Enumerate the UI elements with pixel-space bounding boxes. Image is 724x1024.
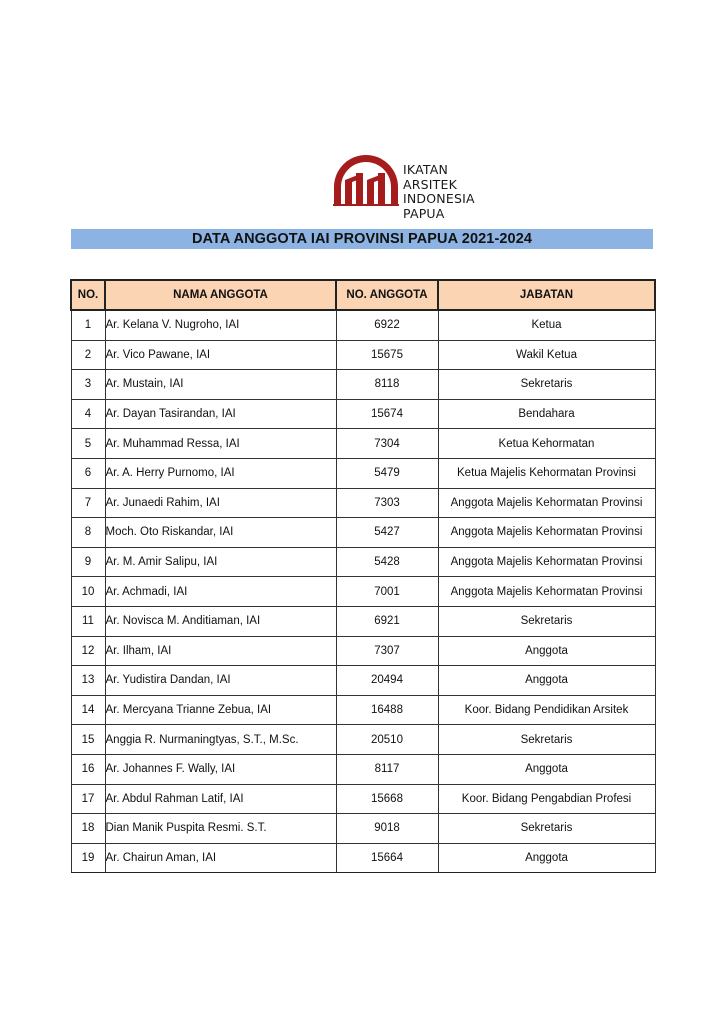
cell-no: 17: [71, 784, 105, 814]
cell-name: Ar. M. Amir Salipu, IAI: [105, 547, 336, 577]
logo-wordmark: [403, 163, 475, 221]
cell-no: 15: [71, 725, 105, 755]
table-row: [71, 340, 655, 370]
cell-member-number: 5427: [336, 518, 438, 548]
logo-line-3: INDONESIA: [403, 191, 475, 206]
cell-position: Ketua: [438, 310, 655, 340]
cell-member-number: 9018: [336, 814, 438, 844]
cell-no: 19: [71, 843, 105, 873]
cell-member-number: 7303: [336, 488, 438, 518]
cell-member-number: 16488: [336, 695, 438, 725]
cell-name: Dian Manik Puspita Resmi. S.T.: [105, 814, 336, 844]
table-row: [71, 754, 655, 784]
cell-no: 18: [71, 814, 105, 844]
cell-name: Ar. A. Herry Purnomo, IAI: [105, 458, 336, 488]
cell-position: Sekretaris: [438, 370, 655, 400]
cell-position: Wakil Ketua: [438, 340, 655, 370]
cell-name: Ar. Novisca M. Anditiaman, IAI: [105, 606, 336, 636]
table-row: [71, 488, 655, 518]
table-row: [71, 636, 655, 666]
cell-member-number: 20494: [336, 666, 438, 696]
cell-member-number: 7307: [336, 636, 438, 666]
cell-no: 14: [71, 695, 105, 725]
cell-position: Sekretaris: [438, 814, 655, 844]
table-row: [71, 518, 655, 548]
table-row: [71, 814, 655, 844]
cell-no: 12: [71, 636, 105, 666]
cell-member-number: 5428: [336, 547, 438, 577]
cell-position: Anggota Majelis Kehormatan Provinsi: [438, 577, 655, 607]
cell-member-number: 15675: [336, 340, 438, 370]
cell-name: Ar. Johannes F. Wally, IAI: [105, 754, 336, 784]
cell-name: Ar. Achmadi, IAI: [105, 577, 336, 607]
cell-member-number: 7304: [336, 429, 438, 459]
table-header-row: [71, 280, 655, 310]
cell-no: 5: [71, 429, 105, 459]
cell-name: Ar. Kelana V. Nugroho, IAI: [105, 310, 336, 340]
cell-no: 9: [71, 547, 105, 577]
table-row: [71, 695, 655, 725]
cell-no: 6: [71, 458, 105, 488]
table-row: [71, 577, 655, 607]
cell-position: Anggota Majelis Kehormatan Provinsi: [438, 488, 655, 518]
cell-position: Anggota: [438, 843, 655, 873]
table-row: [71, 399, 655, 429]
table-row: [71, 429, 655, 459]
header-no: NO.: [71, 280, 105, 310]
cell-member-number: 8117: [336, 754, 438, 784]
cell-member-number: 15664: [336, 843, 438, 873]
organization-logo: [333, 154, 503, 220]
cell-name: Ar. Dayan Tasirandan, IAI: [105, 399, 336, 429]
table-row: [71, 547, 655, 577]
table-row: [71, 725, 655, 755]
cell-position: Anggota: [438, 666, 655, 696]
cell-no: 8: [71, 518, 105, 548]
header-member-number: NO. ANGGOTA: [336, 280, 438, 310]
members-table: [70, 279, 656, 873]
cell-position: Ketua Majelis Kehormatan Provinsi: [438, 458, 655, 488]
cell-position: Koor. Bidang Pengabdian Profesi: [438, 784, 655, 814]
cell-member-number: 15668: [336, 784, 438, 814]
table-row: [71, 310, 655, 340]
cell-position: Sekretaris: [438, 725, 655, 755]
cell-position: Sekretaris: [438, 606, 655, 636]
cell-no: 1: [71, 310, 105, 340]
cell-no: 10: [71, 577, 105, 607]
cell-name: Moch. Oto Riskandar, IAI: [105, 518, 336, 548]
cell-name: Ar. Junaedi Rahim, IAI: [105, 488, 336, 518]
cell-member-number: 7001: [336, 577, 438, 607]
page-title: DATA ANGGOTA IAI PROVINSI PAPUA 2021-2024: [191, 231, 533, 247]
cell-name: Anggia R. Nurmaningtyas, S.T., M.Sc.: [105, 725, 336, 755]
title-band: [71, 229, 653, 249]
cell-name: Ar. Vico Pawane, IAI: [105, 340, 336, 370]
cell-no: 16: [71, 754, 105, 784]
table-row: [71, 784, 655, 814]
cell-member-number: 6922: [336, 310, 438, 340]
cell-position: Anggota Majelis Kehormatan Provinsi: [438, 518, 655, 548]
cell-position: Anggota: [438, 754, 655, 784]
cell-no: 2: [71, 340, 105, 370]
header-position: JABATAN: [438, 280, 655, 310]
cell-no: 4: [71, 399, 105, 429]
table-row: [71, 606, 655, 636]
cell-no: 3: [71, 370, 105, 400]
cell-position: Bendahara: [438, 399, 655, 429]
cell-member-number: 6921: [336, 606, 438, 636]
table-row: [71, 370, 655, 400]
cell-position: Ketua Kehormatan: [438, 429, 655, 459]
cell-no: 11: [71, 606, 105, 636]
iai-logo-mark-icon: [333, 154, 399, 206]
cell-name: Ar. Mustain, IAI: [105, 370, 336, 400]
cell-name: Ar. Mercyana Trianne Zebua, IAI: [105, 695, 336, 725]
table-row: [71, 458, 655, 488]
table-row: [71, 843, 655, 873]
header-name: NAMA ANGGOTA: [105, 280, 336, 310]
cell-position: Anggota: [438, 636, 655, 666]
cell-member-number: 15674: [336, 399, 438, 429]
cell-member-number: 20510: [336, 725, 438, 755]
cell-position: Koor. Bidang Pendidikan Arsitek: [438, 695, 655, 725]
cell-name: Ar. Abdul Rahman Latif, IAI: [105, 784, 336, 814]
cell-name: Ar. Yudistira Dandan, IAI: [105, 666, 336, 696]
cell-member-number: 5479: [336, 458, 438, 488]
cell-position: Anggota Majelis Kehormatan Provinsi: [438, 547, 655, 577]
cell-member-number: 8118: [336, 370, 438, 400]
logo-line-1: IKATAN: [403, 162, 449, 177]
cell-name: Ar. Ilham, IAI: [105, 636, 336, 666]
cell-name: Ar. Chairun Aman, IAI: [105, 843, 336, 873]
logo-line-4: PAPUA: [403, 205, 445, 221]
cell-no: 7: [71, 488, 105, 518]
table-row: [71, 666, 655, 696]
cell-no: 13: [71, 666, 105, 696]
cell-name: Ar. Muhammad Ressa, IAI: [105, 429, 336, 459]
logo-line-2: ARSITEK: [403, 176, 457, 192]
